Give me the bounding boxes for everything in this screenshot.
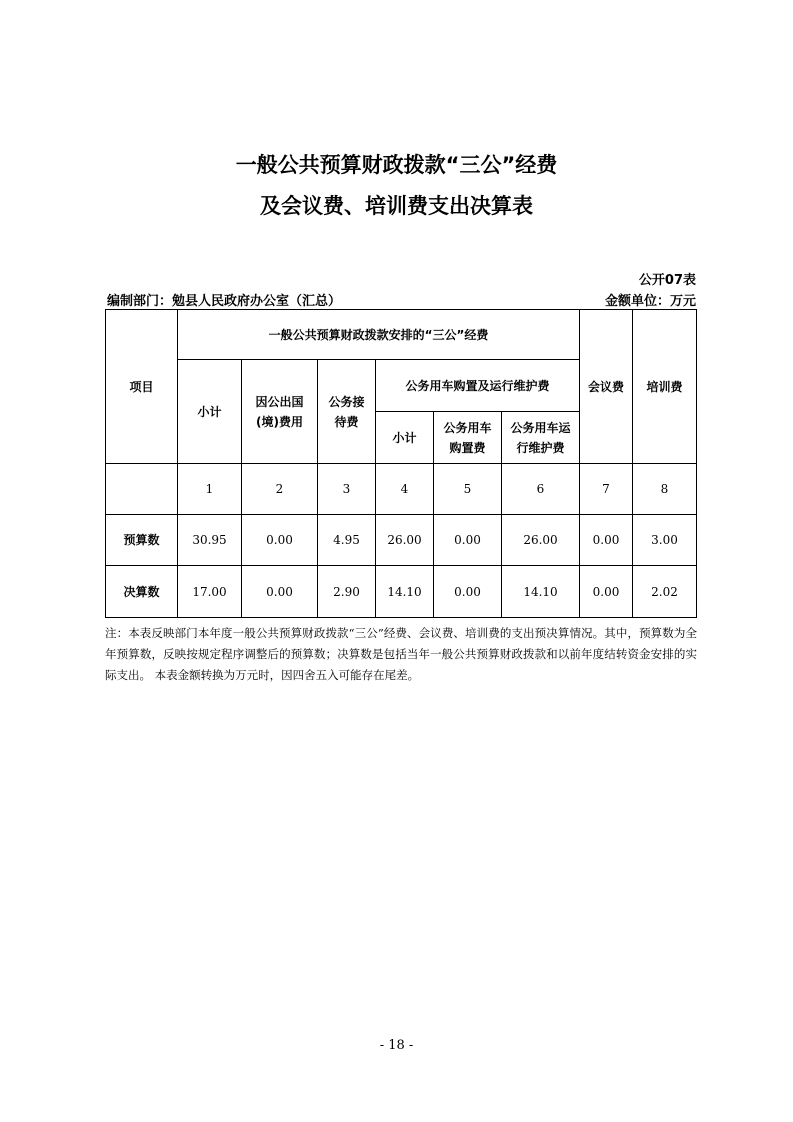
cell-value: 17.00: [178, 566, 242, 618]
cell-value: 2.90: [318, 566, 376, 618]
cell-value: 3.00: [633, 515, 697, 566]
header-subtotal: 小计: [178, 360, 242, 464]
cell-value: 0.00: [580, 515, 633, 566]
department-label: 编制部门：勉县人民政府办公室（汇总）: [107, 294, 342, 309]
cell-value: 4.95: [318, 515, 376, 566]
number-row-empty: [106, 464, 178, 515]
table-note: 注：本表反映部门本年度一般公共预算财政拨款“三公”经费、会议费、培训费的支出预决算情况。其中，预算数为全年预算数，反映按规定程序调整后的预算数；决算数是包括当年一般公共预算财政拨款和以前年度结转资金安排的实际支出。 本表金额转换为万元时，因四舍五入可能存在尾差。: [105, 626, 697, 682]
cell-value: 0.00: [242, 515, 318, 566]
header-vehicle-subtotal: 小计: [376, 412, 434, 464]
row-label: 决算数: [106, 566, 178, 618]
header-abroad: 因公出国(境)费用: [242, 360, 318, 464]
form-number: 公开07表: [638, 273, 696, 288]
cell-value: 26.00: [502, 515, 580, 566]
header-vehicle-group: 公务用车购置及运行维护费: [376, 360, 580, 412]
expenditure-table: [105, 309, 697, 618]
table-row-budget: [106, 515, 697, 566]
header-reception: 公务接待费: [318, 360, 376, 464]
header-sangong-group: 一般公共预算财政拨款安排的“三公”经费: [178, 310, 580, 360]
col-number: 4: [376, 464, 434, 515]
header-vehicle-purchase: 公务用车购置费: [434, 412, 502, 464]
cell-value: 26.00: [376, 515, 434, 566]
cell-value: 14.10: [502, 566, 580, 618]
cell-value: 0.00: [242, 566, 318, 618]
unit-label: 金额单位：万元: [604, 294, 696, 309]
col-number: 2: [242, 464, 318, 515]
cell-value: 0.00: [434, 515, 502, 566]
table-row-final: [106, 566, 697, 618]
col-number: 5: [434, 464, 502, 515]
col-number: 6: [502, 464, 580, 515]
cell-value: 14.10: [376, 566, 434, 618]
header-item: 项目: [106, 310, 178, 464]
col-number: 8: [633, 464, 697, 515]
page-number: - 18 -: [379, 1038, 414, 1053]
header-meeting: 会议费: [580, 310, 633, 464]
cell-value: 30.95: [178, 515, 242, 566]
cell-value: 0.00: [580, 566, 633, 618]
page-subtitle: 及会议费、培训费支出决算表: [260, 194, 533, 218]
col-number: 1: [178, 464, 242, 515]
col-number: 7: [580, 464, 633, 515]
cell-value: 2.02: [633, 566, 697, 618]
page-title: 一般公共预算财政拨款“三公”经费: [235, 153, 558, 177]
col-number: 3: [318, 464, 376, 515]
header-training: 培训费: [633, 310, 697, 464]
row-label: 预算数: [106, 515, 178, 566]
cell-value: 0.00: [434, 566, 502, 618]
header-vehicle-operation: 公务用车运行维护费: [502, 412, 580, 464]
